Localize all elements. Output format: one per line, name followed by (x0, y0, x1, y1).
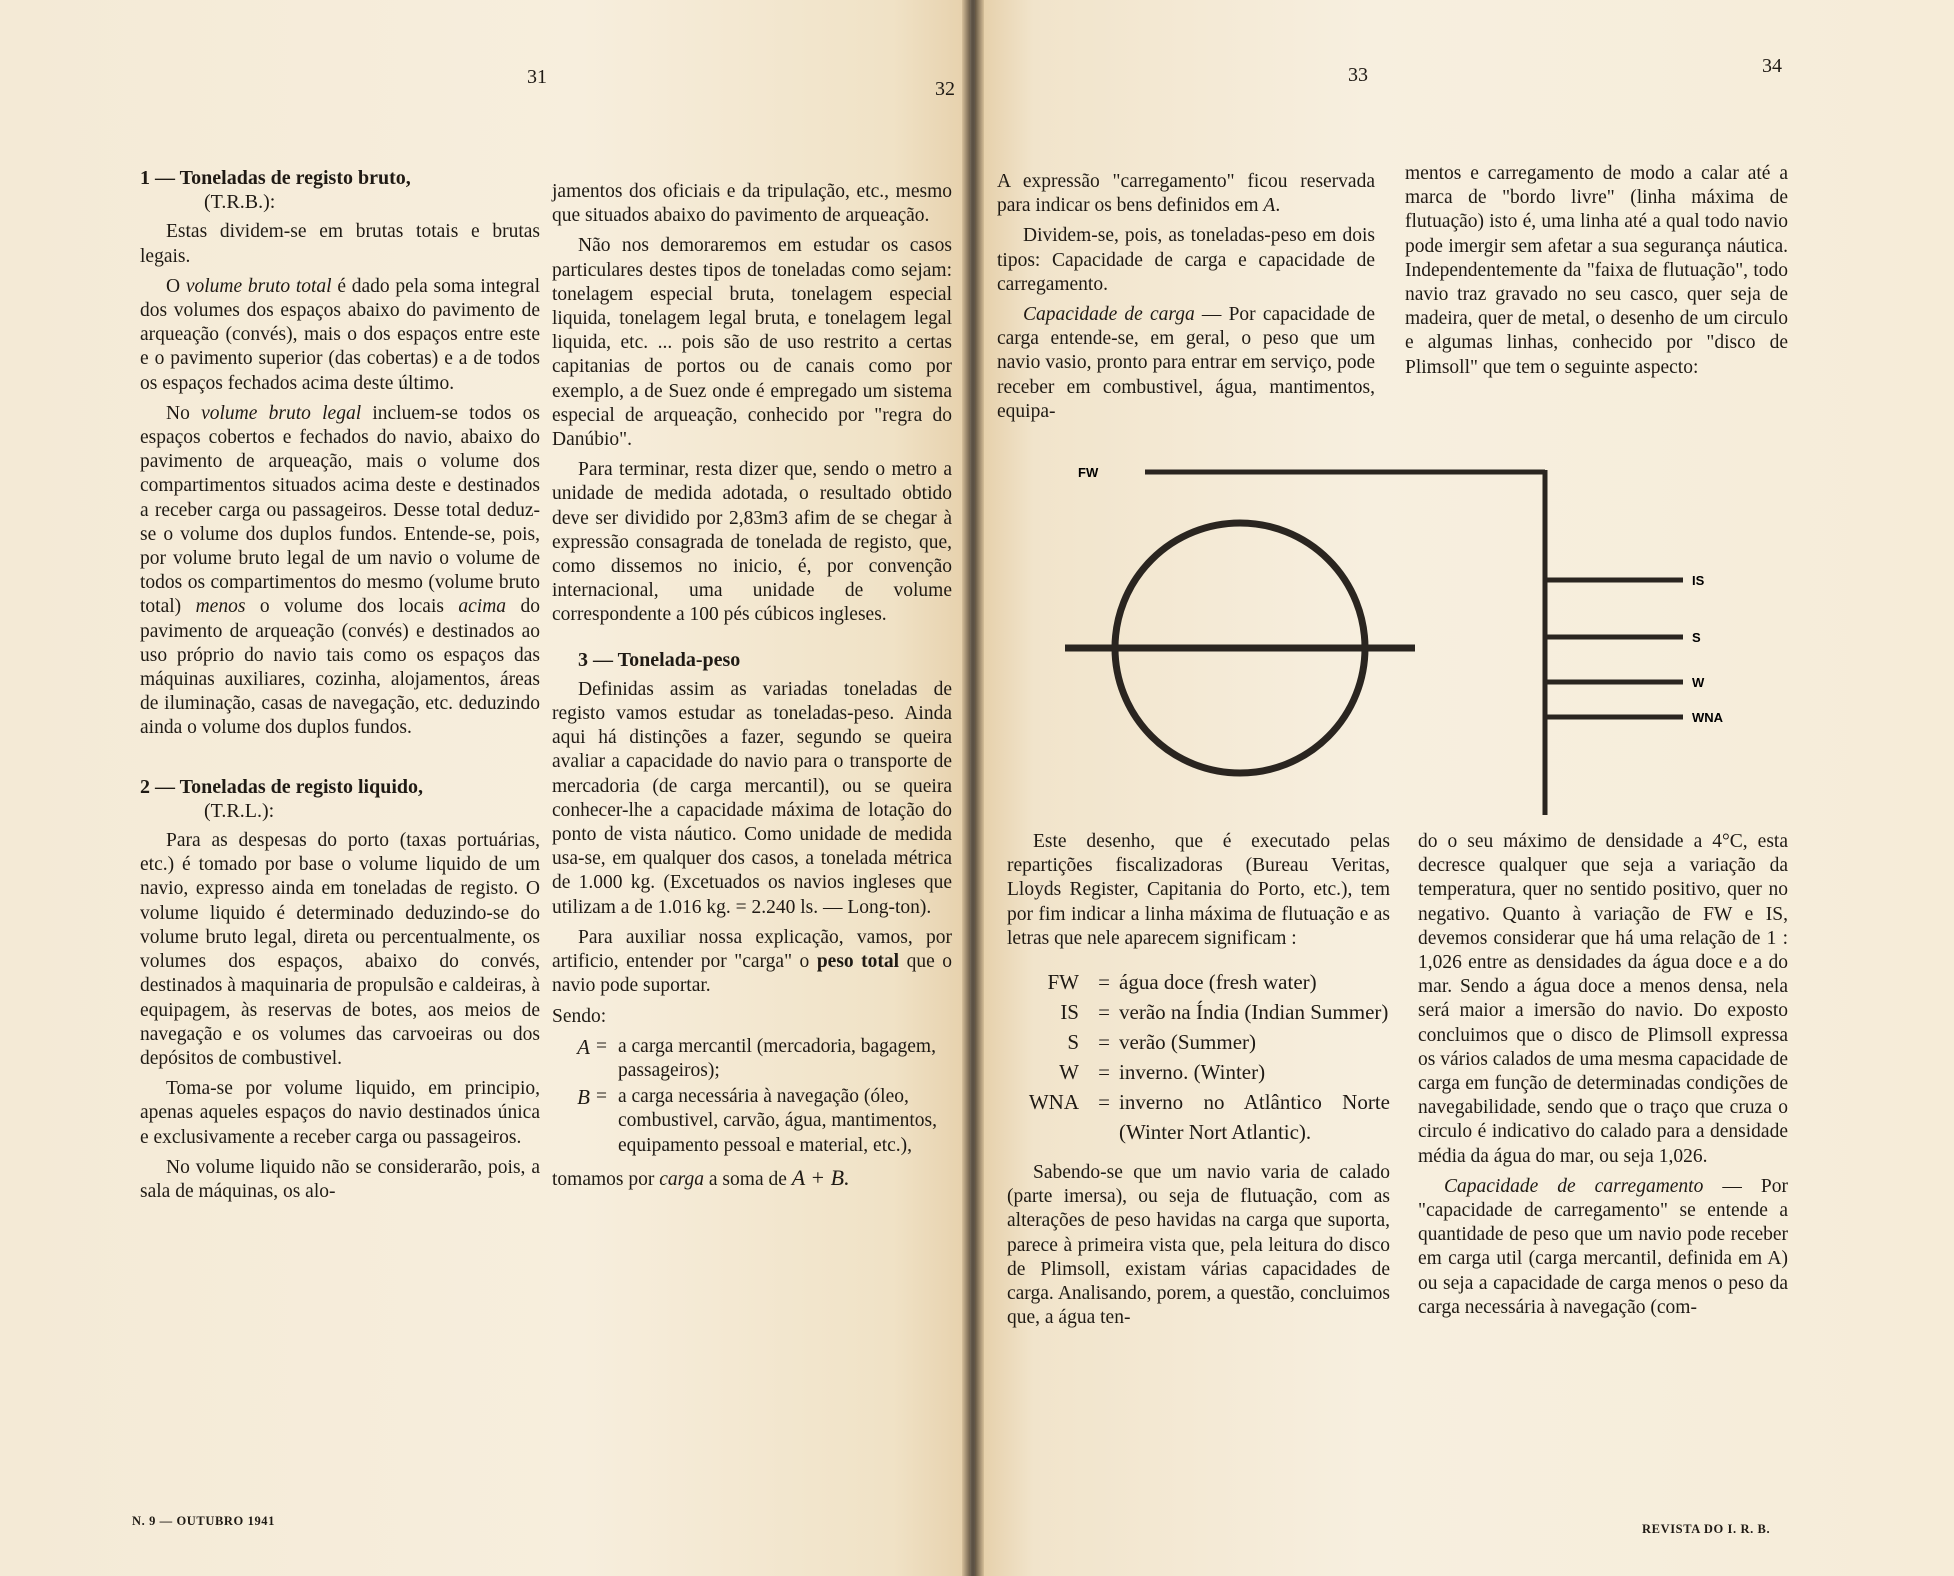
plimsoll-legend (1007, 967, 1390, 1147)
label-w: W (1692, 675, 1705, 690)
legend-row: S = verão (Summer) (1067, 1030, 1257, 1055)
label-fw: FW (1078, 465, 1099, 480)
paragraph: No volume bruto legal incluem-se todos os espaços cobertos e fechados do navio, abaixo do pavimento de arqueação, mais o volume dos compartimentos situados acima deste e destinados a receber carga ou passageiros. Desse total deduz-se o volume dos duplos fundos. Entende-se, pois, por volume bruto legal de um navio o volume de todos os compartimentos do mesmo (volume bruto total) menos o volume dos locais acima do pavimento de arqueação (convés) e destinados ao uso próprio do navio tais como os espaços das máquinas auxiliares, cozinha, alojamentos, áreas de iluminação, casas de navegação, etc. deduzindo ainda o volume dos duplos fundos. (140, 402, 540, 739)
paragraph: Sabendo-se que um navio varia de calado (parte imersa), ou seja de flutuação, com as alterações de peso havidas na carga que suporta, parece à primeira vista que, pela leitura do disco de Plimsoll, existam várias capacidades de carga. Analisando, porem, a questão, concluimos que, a água ten- (1007, 1162, 1390, 1329)
column-page-31 (140, 166, 540, 1210)
paragraph: A expressão "carregamento" ficou reservada para indicar os bens definidos em A. (997, 171, 1375, 217)
paragraph: jamentos dos oficiais e da tripulação, etc., mesmo que situados abaixo do pavimento de arqueação. (552, 181, 952, 227)
paragraph: Capacidade de carregamento — Por "capacidade de carregamento" se entende a quantidade de peso que um navio pode receber em carga util (carga mercantil, definida em A) ou seja a capacidade de carga menos o peso da carga necessária à navegação (com- (1418, 1175, 1788, 1318)
section-heading-3: 3 — Tonelada-peso (578, 648, 741, 671)
paragraph: Definidas assim as variadas toneladas de registo vamos estudar as toneladas-peso. Ainda aqui há distinções a fazer, segundo se queira avaliar a capacidade do navio para o transporte de mercadoria (de carga mercantil), ou se queira conhecer-lhe a capacidade máxima de lotação do ponto de vista náutico. Como unidade de medida usa-se, em qualquer dos casos, a tonelada métrica de 1.000 kg. (Excetuados os navios ingleses que utilizam a de 1.016 kg. = 2.240 ls. — Long-ton). (552, 678, 952, 918)
label-is: IS (1692, 573, 1705, 588)
column-page-34-bottom (1418, 830, 1788, 1326)
binding-gutter (962, 0, 984, 1576)
paragraph: tomamos por carga a soma de A + B. (552, 1164, 850, 1190)
page-number-31: 31 (527, 66, 547, 88)
footer-journal: REVISTA DO I. R. B. (1642, 1522, 1771, 1536)
column-page-33-top (997, 170, 1375, 430)
section-heading-1 (140, 166, 540, 214)
paragraph: do o seu máximo de densidade a 4°C, esta decresce qualquer que seja a variação da temperatura, quer no sentido positivo, quer no negativo. Quanto à variação de FW e IS, devemos considerar que há uma relação de 1 : 1,026 entre as densidades da água doce e a do mar. Sendo a água doce a menos densa, nela será maior a imersão do navio. Do exposto concluimos que o disco de Plimsoll expressa os vários calados de uma mesma capacidade de carga em função de determinadas condições de navegabilidade, sendo que o traço que cruza o circulo é indicativo do calado para a densidade média da água do mar, ou seja 1,026. (1418, 831, 1788, 1167)
column-page-32 (552, 180, 952, 1198)
heading-2-subtitle: (T.R.L.): (204, 799, 275, 822)
paragraph: Para as despesas do porto (taxas portuárias, etc.) é tomado por base o volume liquido de um navio, expresso ainda em toneladas de registo. O volume liquido é determinado deduzindo-se do volume bruto legal, direta ou percentualmente, os volumes dos espaços, abaixo do convés, destinados à maquinaria de propulsão e caldeiras, à equipagem, às reservas de botes, aos meios de navegação e os volumes das carvoeiras ou dos depósitos de combustivel. (140, 830, 540, 1069)
heading-2-title: 2 — Toneladas de registo liquido, (140, 775, 424, 798)
definition-a: A = a carga mercantil (mercadoria, bagagem, passageiros); (577, 1034, 936, 1081)
column-page-34-top (1405, 162, 1788, 386)
legend-row: IS = verão na Índia (Indian Summer) (1060, 1000, 1389, 1025)
legend-row: WNA = inverno no Atlântico Norte (Winter Nort Atlantic). (1028, 1090, 1390, 1145)
paragraph: Estas dividem-se em brutas totais e brutas legais. (140, 221, 540, 267)
paragraph: O volume bruto total é dado pela soma integral dos volumes dos espaços abaixo do pavimento de arqueação (convés), mais o dos espaços entre este e o pavimento superior (das cobertas) e a de todos os espaços fechados acima deste último. (140, 275, 540, 394)
label-wna: WNA (1692, 710, 1724, 725)
legend-row: W = inverno. (Winter) (1059, 1060, 1266, 1085)
paragraph: Para terminar, resta dizer que, sendo o metro a unidade de medida adotada, o resultado obtido deve ser dividido por 2,83m3 afim de se chegar à expressão consagrada de tonelada de registo, que, como dissemos no inicio, é, por convenção internacional, uma unidade de volume correspondente a 100 pés cúbicos ingleses. (552, 459, 952, 626)
label-s: S (1692, 630, 1701, 645)
page-number-33: 33 (1348, 64, 1368, 86)
section-heading-2 (140, 775, 540, 823)
sendo-label: Sendo: (552, 1005, 607, 1027)
column-page-33-bottom (1007, 830, 1390, 1336)
paragraph: No volume liquido não se considerarão, pois, a sala de máquinas, os alo- (140, 1156, 540, 1202)
heading-1-title: 1 — Toneladas de registo bruto, (140, 167, 411, 189)
paragraph: mentos e carregamento de modo a calar até a marca de "bordo livre" (linha máxima de flutuação) isto é, uma linha até a qual todo navio pode imergir sem afetar a sua segurança náutica. Independentemente da "faixa de flutuação", todo navio traz gravado no seu casco, quer seja de madeira, quer de metal, o desenho de um circulo e algumas linhas, conhecido por "disco de Plimsoll" que tem o seguinte aspecto: (1405, 163, 1788, 378)
paragraph: Não nos demoraremos em estudar os casos particulares destes tipos de toneladas como sejam: tonelagem especial bruta, tonelagem especial liquida, tonelagem legal bruta, e tonelagem legal liquida, etc. ... pois são de uso restrito a certas capitanias de portos ou de canais como por exemplo, a de Suez onde é empregado um sistema especial de arqueação, conhecido por "regra do Danúbio". (552, 235, 952, 451)
page-number-32: 32 (935, 78, 955, 100)
paragraph: Para auxiliar nossa explicação, vamos, por artificio, entender por "carga" o peso total que o navio pode suportar. (552, 926, 953, 997)
legend-row: FW = água doce (fresh water) (1047, 970, 1317, 995)
page-number-34: 34 (1762, 55, 1782, 77)
heading-1-subtitle: (T.R.B.): (204, 191, 276, 214)
paragraph: Este desenho, que é executado pelas repartições fiscalizadoras (Bureau Veritas, Lloyds Register, Capitania do Porto, etc.), tem por fim indicar a linha máxima de flutuação e as letras que nele aparecem significam : (1007, 831, 1390, 949)
paragraph: Toma-se por volume liquido, em principio, apenas aqueles espaços do navio destinados única e exclusivamente a receber carga ou passageiros. (140, 1078, 540, 1148)
footer-issue: N. 9 — OUTUBRO 1941 (132, 1514, 276, 1528)
definition-b: B = a carga necessária à navegação (óleo, combustivel, carvão, água, mantimentos, equipamento pessoal e material, etc.), (577, 1085, 937, 1156)
plimsoll-disc-diagram (1060, 455, 1750, 825)
paragraph: Capacidade de carga — Por capacidade de carga entende-se, em geral, o peso que um navio vasio, pronto para entrar em serviço, pode receber em combustivel, água, mantimentos, equipa- (997, 304, 1375, 422)
plimsoll-circle (1065, 523, 1415, 773)
paragraph: Dividem-se, pois, as toneladas-peso em dois tipos: Capacidade de carga e capacidade de carregamento. (997, 225, 1375, 295)
